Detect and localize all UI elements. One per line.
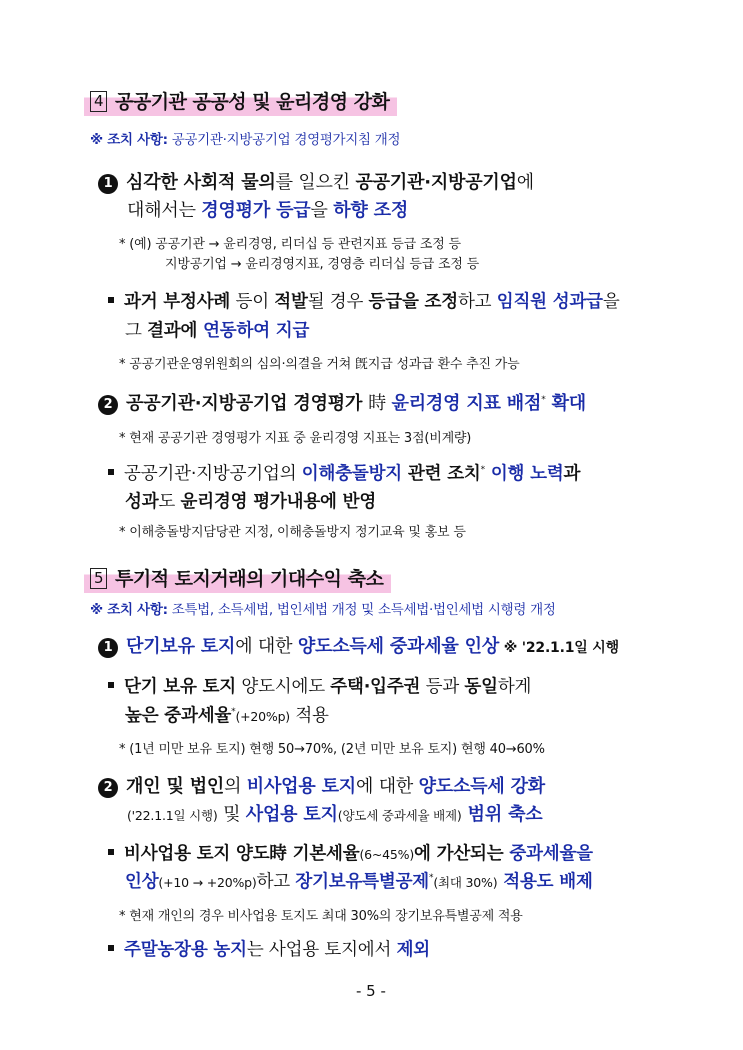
s5-point-2-line-1 <box>98 772 545 798</box>
footnote-mark: * <box>231 707 236 718</box>
text: 대해서는 <box>127 200 202 221</box>
text: 時 <box>368 393 392 414</box>
circle-number-1: 1 <box>98 638 118 658</box>
text: 는 사업용 토지에서 <box>246 940 397 960</box>
text: 동일 <box>464 677 498 697</box>
text: ※ '22.1.1일 시행 <box>499 640 619 656</box>
s4-point-1-note-1: * (예) 공공기관 → 윤리경영, 리더십 등 관련지표 등급 조정 등 <box>119 237 461 252</box>
text: 연동하여 지급 <box>203 321 310 341</box>
text: 하향 조정 <box>333 200 409 221</box>
text: 이해충돌방지 <box>301 464 403 484</box>
action-label: ※ 조치 사항: <box>90 602 168 618</box>
s4-bullet-2-line-1 <box>108 460 580 485</box>
footnote-mark: * <box>480 465 485 476</box>
text: 이행 노력 <box>484 464 564 484</box>
s5-bullet-3 <box>108 936 430 961</box>
bullet-square-icon <box>108 682 114 688</box>
text: 윤리경영 평가내용에 반영 <box>180 492 377 512</box>
text: 에 가산되는 <box>414 844 510 864</box>
text: 공공기관·지방공기업 <box>355 172 517 193</box>
text: 심각한 사회적 물의 <box>126 172 276 193</box>
section-5-title <box>84 563 391 593</box>
text: 하고 <box>457 292 497 312</box>
s5-point-2-line-2 <box>127 800 542 826</box>
footnote-mark: * <box>429 873 434 884</box>
text: 단기보유 토지 <box>126 636 236 657</box>
action-text: 공공기관·지방공기업 경영평가지침 개정 <box>171 132 401 148</box>
text: 높은 중과세율 <box>125 706 232 726</box>
action-label: ※ 조치 사항: <box>90 132 168 148</box>
text: 에 대한 <box>235 636 298 657</box>
text: 및 <box>217 804 246 825</box>
text: 등급을 조정 <box>368 292 458 312</box>
text: 확대 <box>545 393 586 414</box>
bullet-square-icon <box>108 297 114 303</box>
action-text: 조특법, 소득세법, 법인세법 개정 및 소득세법·법인세법 시행령 개정 <box>171 602 556 618</box>
text: 적용도 배제 <box>497 872 593 892</box>
text: 의 <box>224 776 247 797</box>
s5-bullet-2-line-1 <box>108 840 593 865</box>
text: 주말농장용 농지 <box>124 940 247 960</box>
text: 을 <box>602 292 620 312</box>
text: 단기 보유 토지 <box>124 677 237 697</box>
text: 을 <box>310 200 334 221</box>
page-number: - 5 - <box>356 982 386 1000</box>
text: (6~45%) <box>359 847 415 862</box>
text: 적용 <box>289 706 329 726</box>
s5-bullet-1-note: * (1년 미만 보유 토지) 현행 50→70%, (2년 미만 보유 토지) 현행 40→60% <box>119 742 545 757</box>
footnote-mark: * <box>541 395 546 405</box>
section-4-title <box>84 86 397 116</box>
section-number-box: 4 <box>90 91 107 112</box>
text: 에 대한 <box>356 776 419 797</box>
s4-bullet-2-note: * 이해충돌방지담당관 지정, 이해충돌방지 정기교육 및 홍보 등 <box>119 525 466 540</box>
text: 윤리경영 지표 배점 <box>391 393 542 414</box>
bullet-square-icon <box>108 469 114 475</box>
text: 범위 축소 <box>461 804 543 825</box>
text: 결과에 <box>147 321 204 341</box>
s5-bullet-2-line-2 <box>125 868 593 893</box>
s4-point-1-note-2: 지방공기업 → 윤리경영지표, 경영층 리더십 등급 조정 등 <box>165 257 480 272</box>
s4-point-2 <box>98 389 586 415</box>
text: 하게 <box>497 677 532 697</box>
text: ('22.1.1일 시행) <box>127 808 218 823</box>
text: 를 일으킨 <box>275 172 356 193</box>
bullet-square-icon <box>108 849 114 855</box>
s5-bullet-1-line-1 <box>108 673 531 698</box>
text: 중과세율을 <box>509 844 593 864</box>
text: 공공기관·지방공기업의 <box>124 464 302 484</box>
text: 적발 <box>274 292 308 312</box>
section-title-text: 공공기관 공공성 및 윤리경영 강화 <box>115 91 390 113</box>
text: 양도소득세 강화 <box>418 776 545 797</box>
s4-point-2-note: * 현재 공공기관 경영평가 지표 중 윤리경영 지표는 3점(비계량) <box>119 431 472 446</box>
s4-point-1-line-1 <box>98 168 534 194</box>
text: 비사업용 토지 <box>246 776 356 797</box>
text: 장기보유특별공제 <box>295 872 429 892</box>
s4-point-1-line-2 <box>127 196 408 222</box>
text: 개인 및 법인 <box>126 776 225 797</box>
text: 등과 <box>420 677 465 697</box>
section-title-text: 투기적 토지거래의 기대수익 축소 <box>115 568 384 590</box>
action-line-s5 <box>90 598 556 618</box>
text: 에 <box>516 172 534 193</box>
text: 과 <box>563 464 581 484</box>
s5-point-1 <box>98 632 619 658</box>
circle-number-2: 2 <box>98 395 118 415</box>
action-line-s4 <box>90 128 400 148</box>
text: 공공기관·지방공기업 경영평가 <box>126 393 369 414</box>
text: 제외 <box>396 940 430 960</box>
text: 과거 부정사례 <box>124 292 231 312</box>
text: 도 <box>158 492 181 512</box>
text: 될 경우 <box>307 292 369 312</box>
text: 그 <box>125 321 148 341</box>
text: 양도소득세 중과세율 인상 <box>297 636 500 657</box>
text: 성과 <box>125 492 159 512</box>
circle-number-1: 1 <box>98 174 118 194</box>
text: 경영평가 등급 <box>201 200 311 221</box>
text: (+20%p) <box>235 709 290 724</box>
text: 등이 <box>230 292 275 312</box>
text: 관련 조치 <box>402 464 481 484</box>
s4-bullet-1-note: * 공공기관운영위원회의 심의·의결을 거쳐 旣지급 성과급 환수 추진 가능 <box>119 357 520 372</box>
text: 비사업용 토지 양도時 기본세율 <box>124 844 360 864</box>
bullet-square-icon <box>108 945 114 951</box>
text: 인상 <box>125 872 159 892</box>
text: 임직원 성과급 <box>496 292 603 312</box>
s5-bullet-1-line-2 <box>125 702 329 727</box>
s4-bullet-1-line-1 <box>108 288 620 313</box>
text: 하고 <box>256 872 296 892</box>
s5-bullet-2-note: * 현재 개인의 경우 비사업용 토지도 최대 30%의 장기보유특별공제 적용 <box>119 909 523 924</box>
s4-bullet-1-line-2 <box>125 317 309 342</box>
text: (+10 → +20%p) <box>158 875 257 890</box>
text: 양도시에도 <box>236 677 331 697</box>
text: (양도세 중과세율 배제) <box>337 808 462 823</box>
section-number-box: 5 <box>90 568 107 589</box>
s4-bullet-2-line-2 <box>125 488 376 513</box>
text: 주택·입주권 <box>330 677 421 697</box>
circle-number-2: 2 <box>98 778 118 798</box>
text: 사업용 토지 <box>245 804 338 825</box>
text: (최대 30%) <box>433 875 498 890</box>
